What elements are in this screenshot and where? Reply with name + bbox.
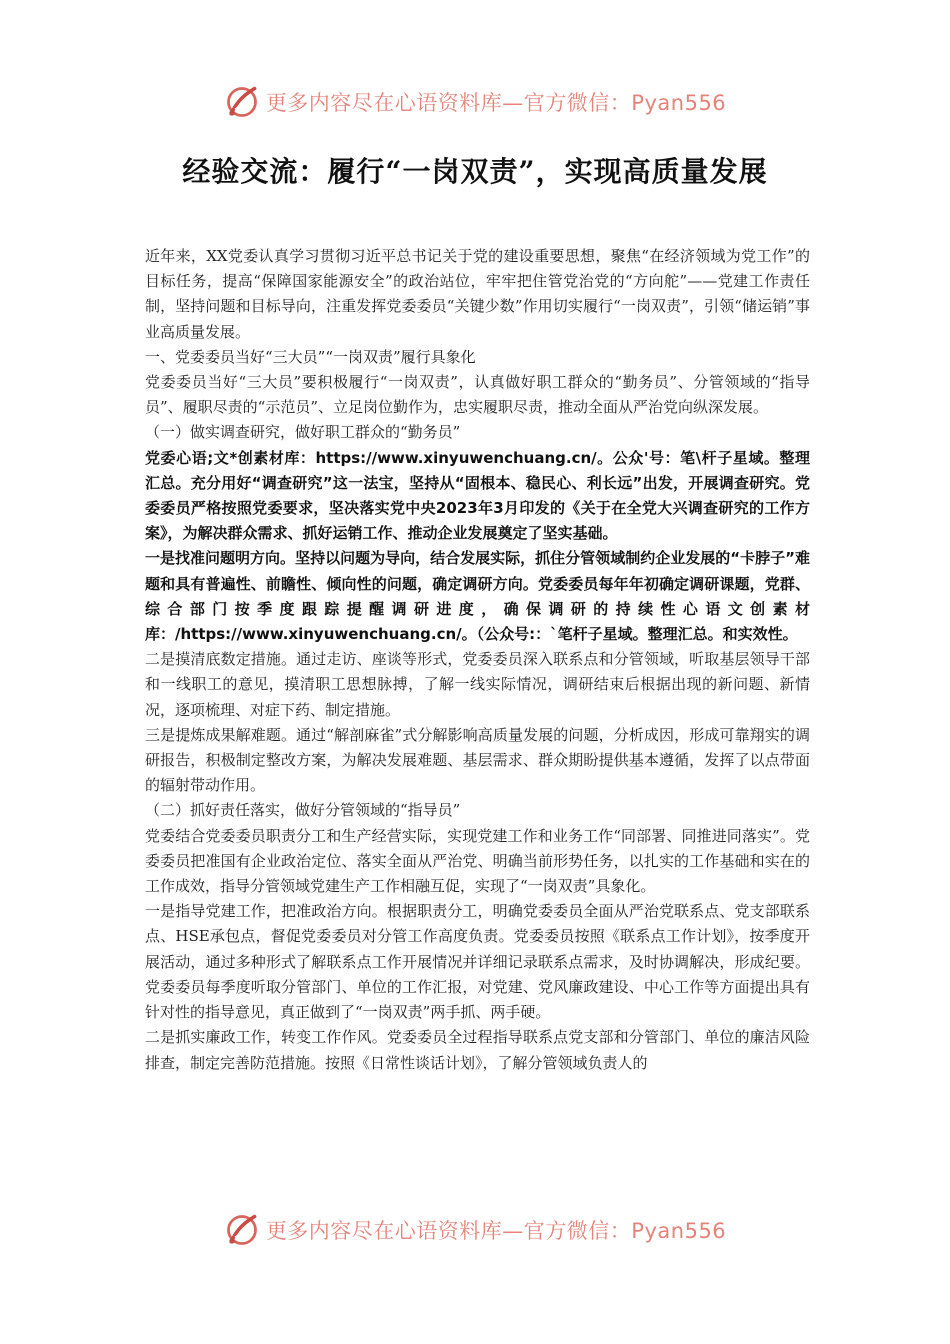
brush-logo-icon	[224, 1212, 260, 1248]
page-title: 经验交流：履行“一岗双责”，实现高质量发展	[182, 155, 768, 188]
article-body	[145, 244, 810, 1076]
paragraph: 三是提炼成果解难题。通过“解剖麻雀”式分解影响高质量发展的问题，分析成因，形成可靠翔实的调研报告，积极制定整改方案，为解决发展难题、基层需求、群众期盼提供基本遵循，发挥了以点带面的辐射带动作用。	[145, 725, 810, 795]
paragraph-bold: 党委心语;文*创素材库：https://www.xinyuwenchuang.cn/。公众'号：笔\杆子星域。整理汇总。充分用好“调查研究”这一法宝，坚持从“固根本、稳民心、利长远”出发，开展调查研究。党委委员严格按照党委要求，坚决落实党中央2023年3月印发的《关于在全党大兴调查研究的工作方案》，为解决群众需求、抓好运销工作、推动企业发展奠定了坚实基础。	[145, 448, 810, 543]
footer-banner-text: 更多内容尽在心语资料库—官方微信：Pyan556	[265, 1219, 727, 1243]
subsection-heading: （一）做实调查研究，做好职工群众的“勤务员”	[145, 423, 461, 442]
header-banner	[0, 80, 950, 124]
paragraph: 一是指导党建工作，把准政治方向。根据职责分工，明确党委委员全面从严治党联系点、党支部联系点、HSE承包点，督促党委委员对分管工作高度负责。党委委员按照《联系点工作计划》，按季度开展活动，通过多种形式了解联系点工作开展情况并详细记录联系点需求，及时协调解决，形成纪要。党委委员每季度听取分管部门、单位的工作汇报，对党建、党风廉政建设、中心工作等方面提出具有针对性的指导意见，真正做到了“一岗双责”两手抓、两手硬。	[145, 902, 810, 1022]
paragraph: 党委委员当好“三大员”要积极履行“一岗双责”，认真做好职工群众的“勤务员”、分管领域的“指导员”、履职尽责的“示范员”、立足岗位勤作为，忠实履职尽责，推动全面从严治党向纵深发展。	[145, 373, 810, 417]
header-banner-text: 更多内容尽在心语资料库—官方微信：Pyan556	[265, 91, 727, 115]
paragraph: 近年来，XX党委认真学习贯彻习近平总书记关于党的建设重要思想，聚焦“在经济领域为党工作”的目标任务，提高“保障国家能源安全”的政治站位，牢牢把住管党治党的“方向舵”——党建工作责任制，坚持问题和目标导向，注重发挥党委委员“关键少数”作用切实履行“一岗双责”，引领“储运销”事业高质量发展。	[145, 247, 810, 341]
paragraph: 党委结合党委委员职责分工和生产经营实际，实现党建工作和业务工作“同部署、同推进同落实”。党委委员把准国有企业政治定位、落实全面从严治党、明确当前形势任务，以扎实的工作基础和实在的工作成效，指导分管领域党建生产工作相融互促，实现了“一岗双责”具象化。	[145, 826, 810, 896]
subsection-heading: （二）抓好责任落实，做好分管领域的“指导员”	[145, 801, 461, 820]
footer-banner	[0, 1208, 950, 1252]
paragraph: 二是摸清底数定措施。通过走访、座谈等形式，党委委员深入联系点和分管领域，听取基层领导干部和一线职工的意见，摸清职工思想脉搏，了解一线实际情况，调研结束后根据出现的新问题、新情况，逐项梳理、对症下药、制定措施。	[145, 650, 810, 719]
paragraph: 二是抓实廉政工作，转变工作作风。党委委员全过程指导联系点党支部和分管部门、单位的廉洁风险排查，制定完善防范措施。按照《日常性谈话计划》，了解分管领域负责人的	[145, 1028, 810, 1072]
paragraph-bold: 一是找准问题明方向。坚持以问题为导向，结合发展实际，抓住分管领域制约企业发展的“卡脖子”难题和具有普遍性、前瞻性、倾向性的问题，确定调研方向。党委委员每年年初确定调研课题，党群、综合部门按季度跟踪提醒调研进度，确保调研的持续性心语文创素材库：/https://www.xinyuwenchuang.cn/。（公众号:：`笔杆子星域。整理汇总。和实效性。	[145, 549, 810, 644]
brush-logo-icon	[224, 84, 260, 120]
section-heading: 一、党委委员当好“三大员”“一岗双责”履行具象化	[145, 347, 476, 366]
